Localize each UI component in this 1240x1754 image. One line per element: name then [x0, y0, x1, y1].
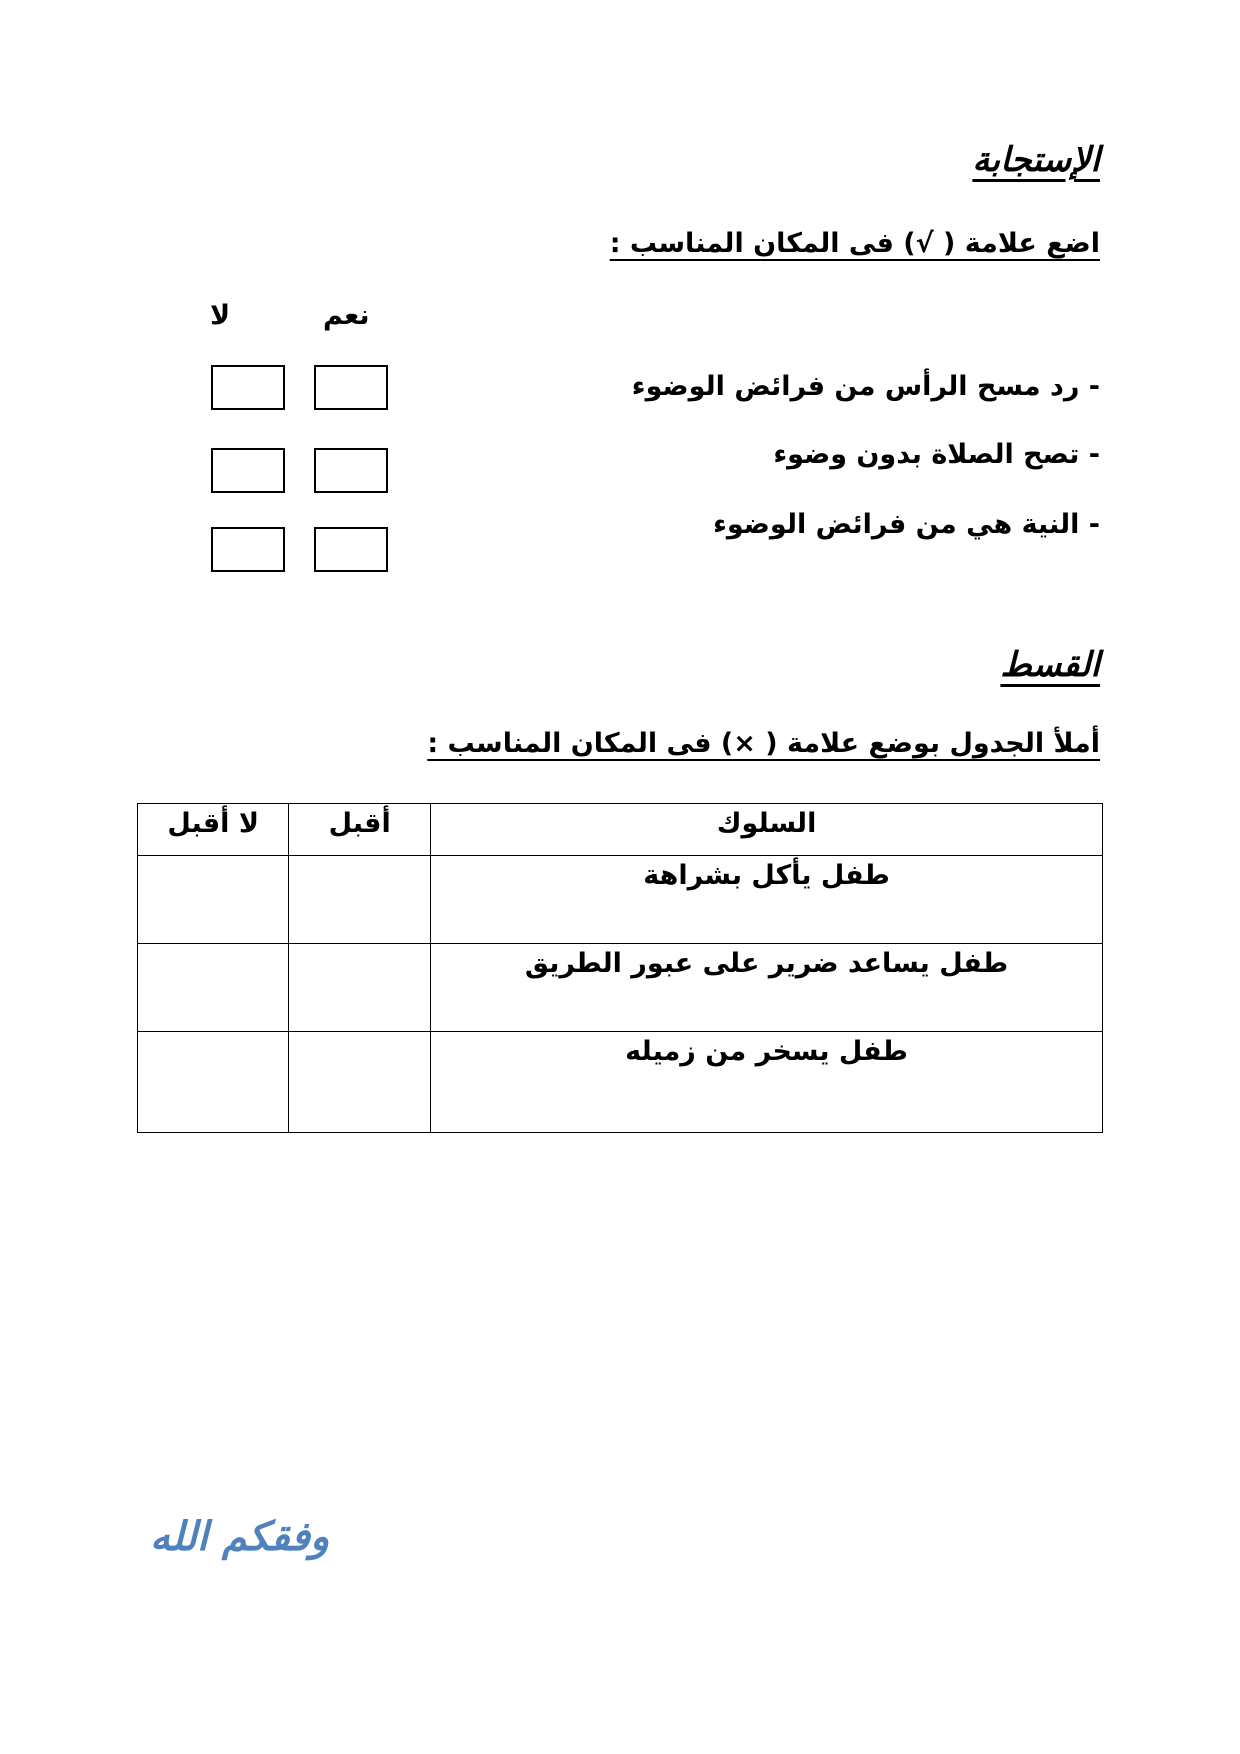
- statement-3: - النية هي من فرائض الوضوء: [713, 509, 1100, 540]
- answer-box-no-2[interactable]: [211, 448, 285, 493]
- answer-box-yes-3[interactable]: [314, 527, 388, 572]
- table-row: [138, 856, 1103, 944]
- instruction-table: أملأ الجدول بوضع علامة ( ×) فى المكان المناسب :: [427, 728, 1100, 759]
- answer-box-no-1[interactable]: [211, 365, 285, 410]
- accept-cell[interactable]: [289, 1032, 431, 1133]
- column-label-yes: نعم: [323, 300, 370, 331]
- accept-cell[interactable]: [289, 856, 431, 944]
- statement-1: - رد مسح الرأس من فرائض الوضوء: [631, 371, 1100, 402]
- header-accept: أقبل: [289, 804, 431, 856]
- table-row: [138, 1032, 1103, 1133]
- behavior-cell: طفل يأكل بشراهة: [431, 856, 1103, 944]
- header-reject: لا أقبل: [138, 804, 289, 856]
- answer-box-yes-1[interactable]: [314, 365, 388, 410]
- answer-box-no-3[interactable]: [211, 527, 285, 572]
- accept-cell[interactable]: [289, 944, 431, 1032]
- instruction-checkmark: اضع علامة ( √) فى المكان المناسب :: [609, 228, 1100, 259]
- statement-2: - تصح الصلاة بدون وضوء: [773, 439, 1100, 470]
- behavior-cell: طفل يسخر من زميله: [431, 1032, 1103, 1133]
- closing-blessing: وفقكم الله: [150, 1513, 330, 1560]
- table-header-row: [138, 804, 1103, 856]
- column-label-no: لا: [210, 300, 231, 331]
- reject-cell[interactable]: [138, 856, 289, 944]
- reject-cell[interactable]: [138, 944, 289, 1032]
- behavior-cell: طفل يساعد ضرير على عبور الطريق: [431, 944, 1103, 1032]
- reject-cell[interactable]: [138, 1032, 289, 1133]
- answer-box-yes-2[interactable]: [314, 448, 388, 493]
- table-row: [138, 944, 1103, 1032]
- section-title-response: الإستجابة: [972, 140, 1100, 180]
- behavior-table: [137, 803, 1103, 1133]
- section-title-fairness: القسط: [1000, 645, 1100, 685]
- header-behavior: السلوك: [431, 804, 1103, 856]
